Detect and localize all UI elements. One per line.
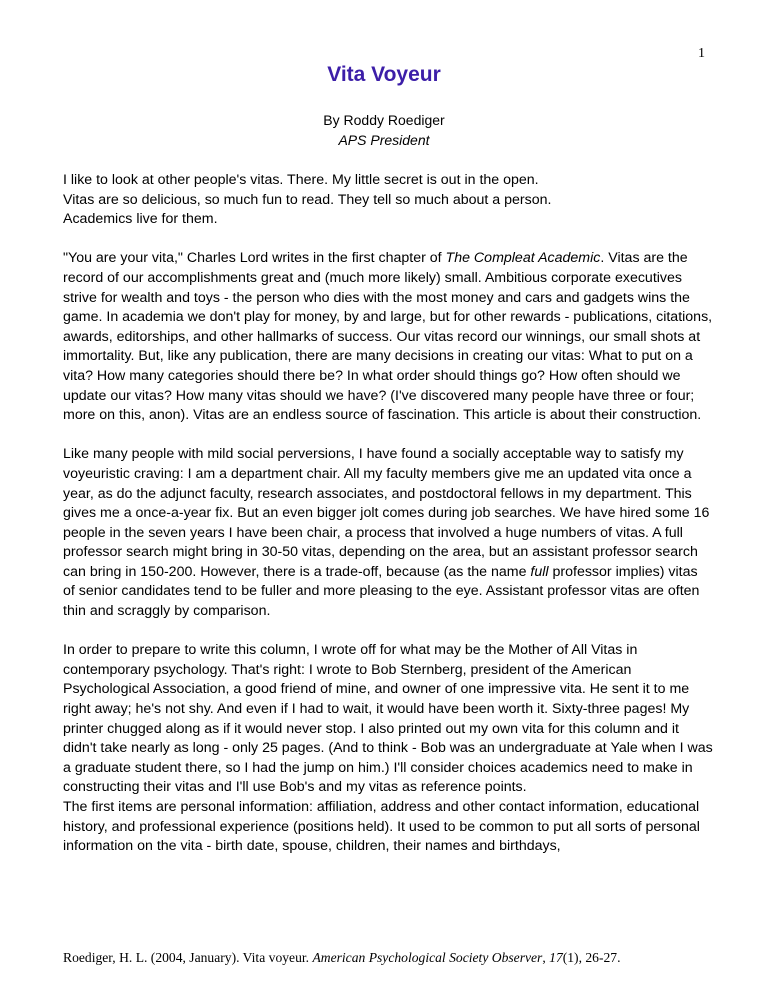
journal-volume: 17 (549, 950, 563, 965)
paragraph-text: "You are your vita," Charles Lord writes in the first chapter of (63, 250, 446, 267)
byline (0, 110, 768, 150)
article-title: Vita Voyeur (327, 63, 441, 86)
journal-name: American Psychological Society Observer (312, 950, 543, 965)
paragraph-text: professor implies) vitas of senior candidates tend to be fuller and more pleasing to the eye. Assistant professor vitas are often thin and scraggly by comparison. (63, 563, 700, 620)
paragraph-text: Like many people with mild social perversions, I have found a socially acceptable way to satisfy my voyeuristic craving: I am a department chair. All my faculty members give me an updated vita once a year, as do the adjunct faculty, research associates, and postdoctoral fellows in my department. This gives me a once-a-year fix. But an even bigger jolt comes during job searches. We have hired some 16 people in the seven years I have been chair, a process that involved a huge numbers of vitas. A full professor search might bring in 30-50 vitas, depending on the area, but an assistant professor search can bring in 150-200. However, there is a trade-off, because (as the name (63, 446, 710, 580)
paragraph-department-chair (63, 445, 713, 621)
paragraph-mother-of-all-vitas: In order to prepare to write this column, I wrote off for what may be the Mother of All Vitas in contemporary psychology. That's right: I wrote to Bob Sternberg, president of the American Psychological Association, a good friend of mine, and owner of one impressive vita. He sent it to me right away; he's not shy. And even if I had to wait, it would have been worth it. Sixty-three pages! My printer chugged along as if it would never stop. I also printed out my own vita for this column and it didn't take nearly as long - only 25 pages. (And to think - Bob was an undergraduate at Yale when I was a graduate student there, so I had the jump on him.) I'll consider choices academics need to make in constructing their vitas and I'll use Bob's and my vitas as reference points. (63, 642, 713, 796)
paragraph-intro-line-1: I like to look at other people's vitas. There. My little secret is out in the open. (63, 172, 539, 188)
journal-issue-pages: (1), 26-27. (562, 950, 621, 965)
paragraph-personal-information: The first items are personal information: affiliation, address and other contact information, educational history, and professional experience (positions held). It used to be common to put all sorts of personal information on the vita - birth date, spouse, children, their names and birthdays, (63, 799, 700, 855)
author-role: APS President (338, 132, 430, 148)
citation-footer (63, 950, 743, 966)
paragraph-you-are-your-vita (63, 249, 713, 425)
citation-separator: , (542, 950, 550, 965)
paragraph-intro-line-2: Vitas are so delicious, so much fun to read. They tell so much about a person. (63, 191, 552, 208)
page-number: 1 (698, 46, 705, 61)
paragraph-intro-line-3: Academics live for them. (63, 211, 218, 228)
paragraph-text: . Vitas are the record of our accomplishments great and (much more likely) small. Ambitious corporate executives strive for wealth and toys - the person who dies with the most money and cars and gadgets wins the game. In academia we don't play for money, by and large, but for other rewards - publications, citations, awards, editorships, and other hallmarks of success. Our vitas record our winnings, our small shots at immortality. But, like any publication, there are many decisions in creating our vitas: What to put on a vita? How many categories should there be? In what order should things go? How often should we update our vitas? How many vitas should we have? (I've discovered many people have three or four; more on this, anon). Vitas are an endless source of fascination. This article is about their construction. (63, 250, 713, 424)
author-name: By Roddy Roediger (323, 112, 445, 128)
paragraph-intro (63, 171, 713, 230)
citation-text: Roediger, H. L. (2004, January). Vita voyeur. (63, 950, 313, 965)
article-body (63, 171, 713, 857)
emphasis-full: full (530, 563, 549, 580)
book-title: The Compleat Academic (445, 250, 601, 267)
